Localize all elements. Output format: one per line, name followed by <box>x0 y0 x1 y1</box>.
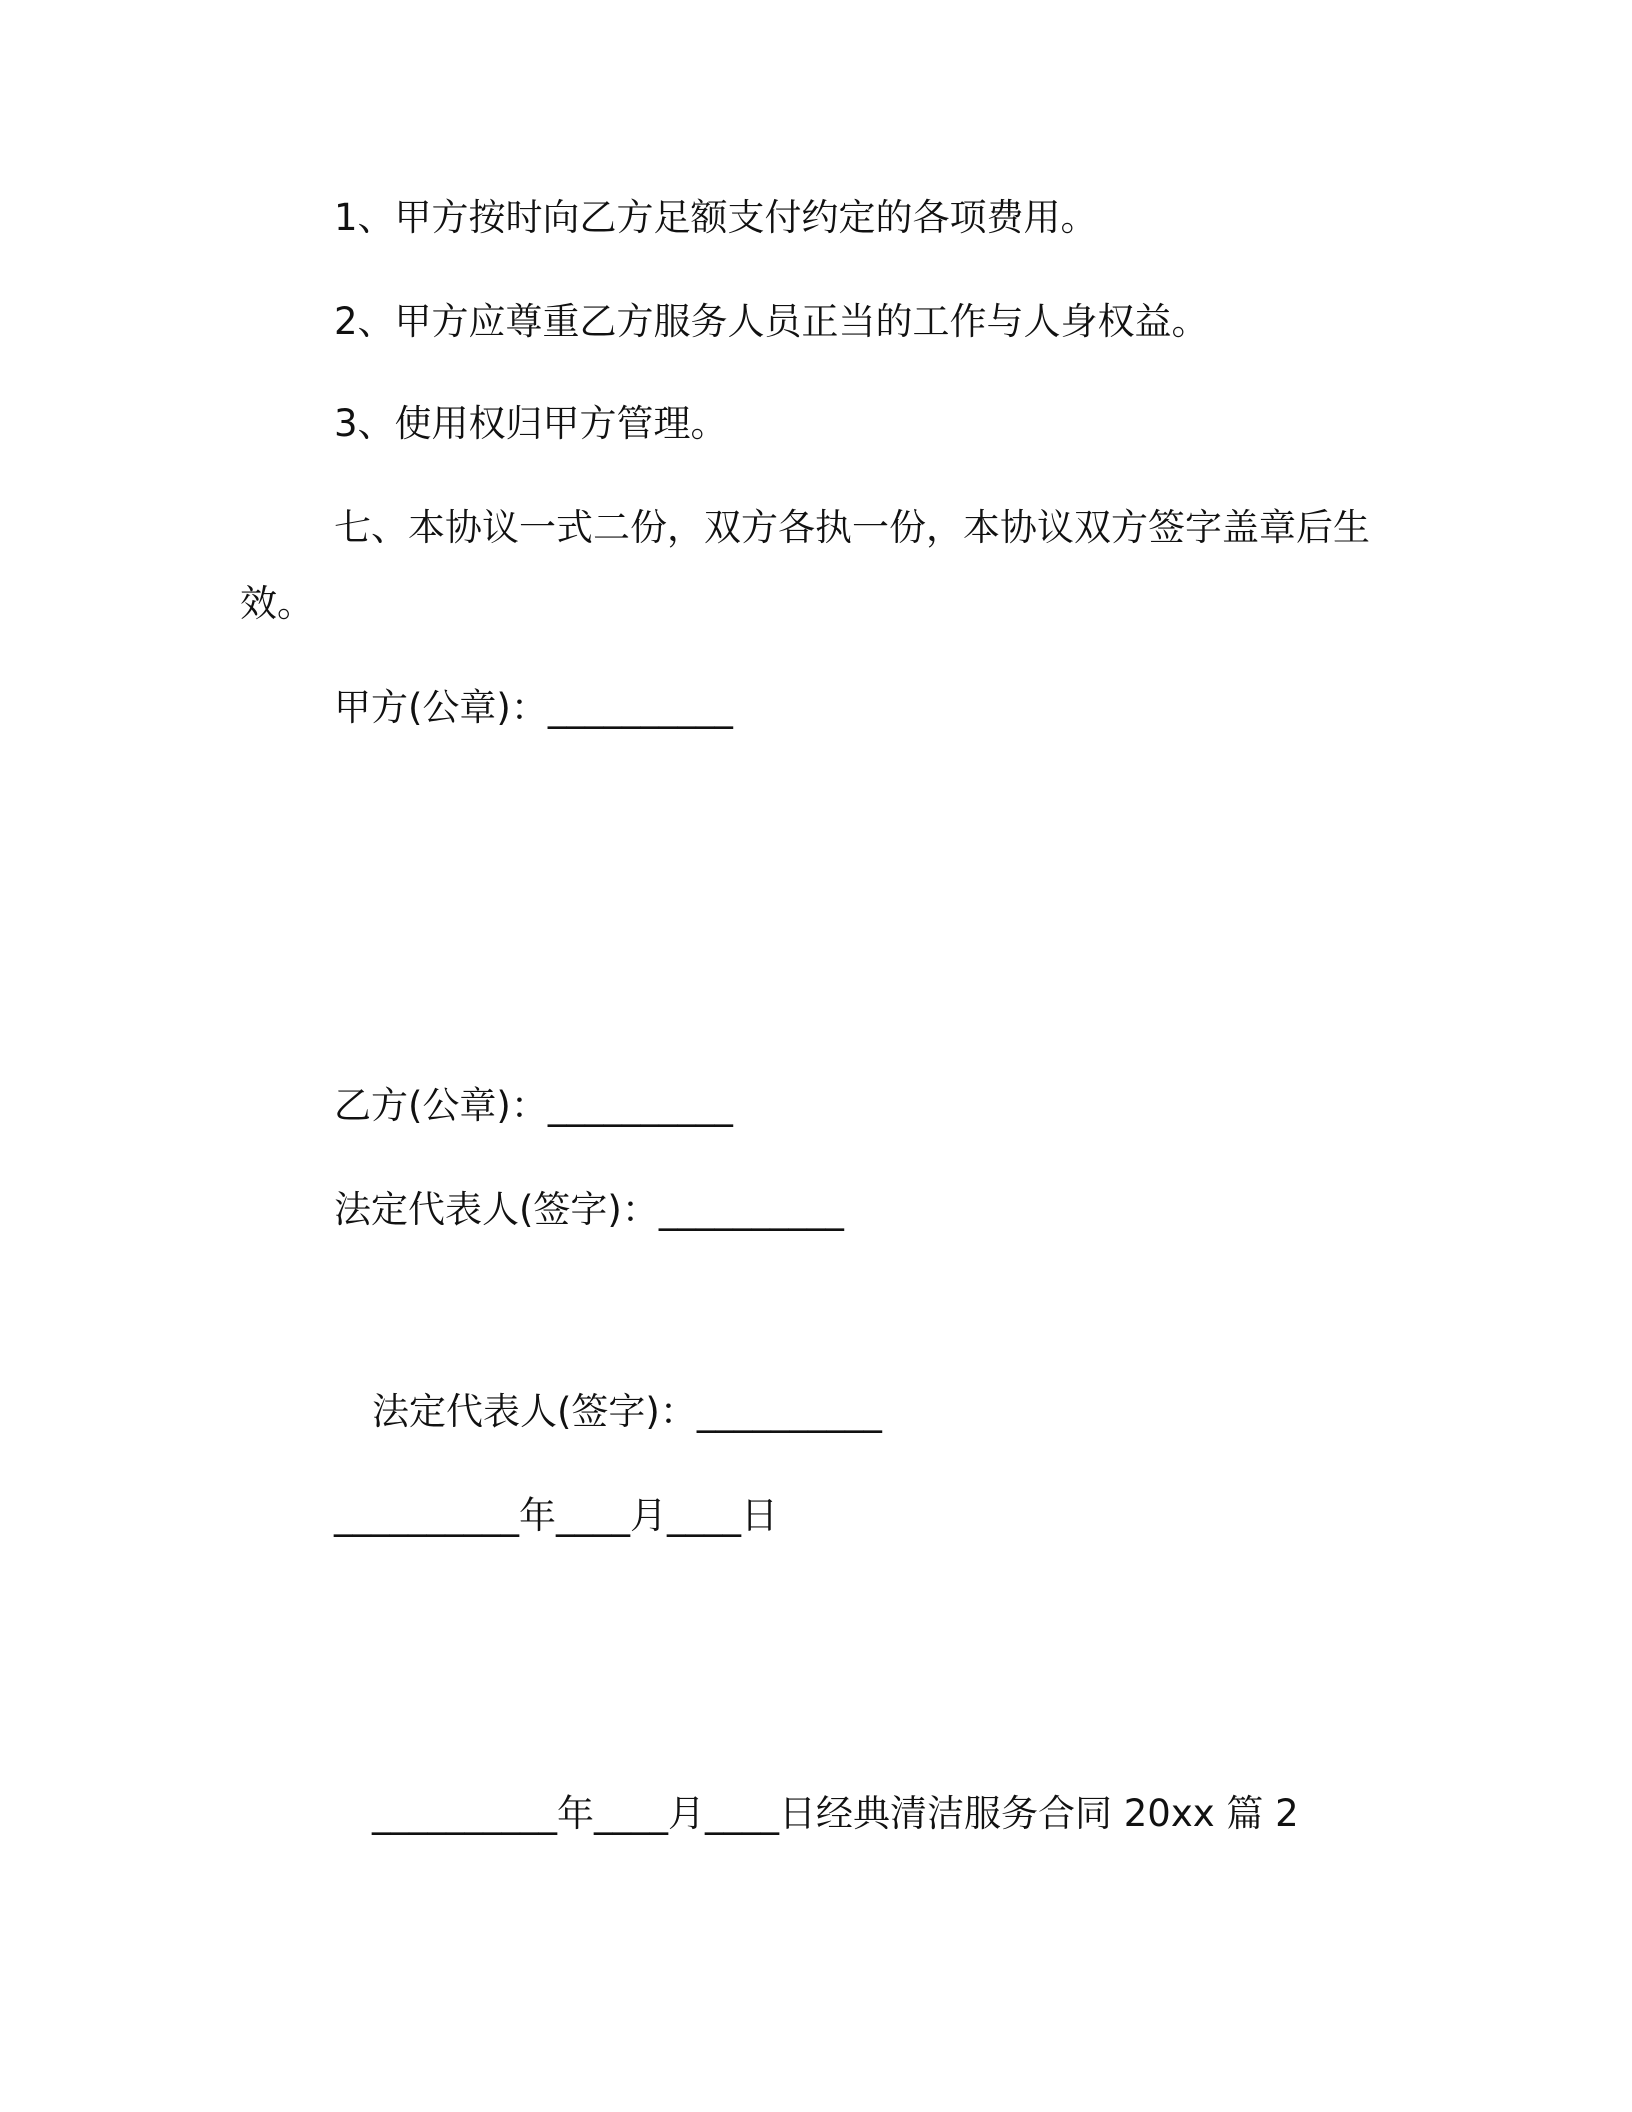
clause-1: 1、甲方按时向乙方足额支付约定的各项费用。 <box>334 196 1098 239</box>
date-line: __________年____月____日 <box>334 1494 778 1537</box>
legal-rep-signature-line-2: 法定代表人(签字)：__________ <box>372 1390 882 1433</box>
legal-rep-signature-line-1: 法定代表人(签字)：__________ <box>334 1188 844 1231</box>
section-seven-line-1: 七、本协议一式二份，双方各执一份，本协议双方签字盖章后生 <box>334 506 1370 549</box>
clause-2: 2、甲方应尊重乙方服务人员正当的工作与人身权益。 <box>334 300 1209 343</box>
section-seven-line-2: 效。 <box>240 582 314 625</box>
party-b-seal-line: 乙方(公章)：__________ <box>334 1084 733 1127</box>
footer-title-line: __________年____月____日经典清洁服务合同 20xx 篇 2 <box>372 1792 1299 1835</box>
party-a-seal-line: 甲方(公章)：__________ <box>334 686 733 729</box>
clause-3: 3、使用权归甲方管理。 <box>334 402 728 445</box>
